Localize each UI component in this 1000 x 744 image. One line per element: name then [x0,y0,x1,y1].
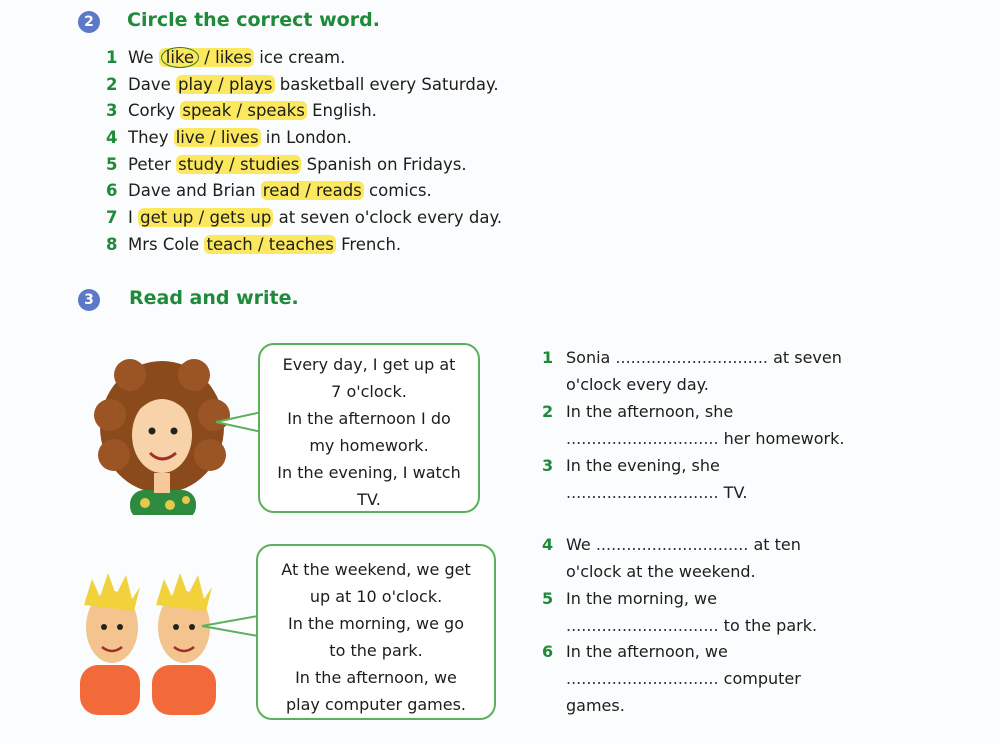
question-3 [542,452,747,506]
question-text: In the evening, she [566,456,720,475]
question-5 [542,585,817,639]
choice-option-1[interactable]: teach [206,235,253,254]
question-text: We [566,535,596,554]
item-number: 1 [106,48,118,67]
choice-option-1[interactable]: study [178,155,224,174]
exercise-item [106,208,502,227]
question-number: 4 [542,535,554,554]
item-subject: Dave and Brian [128,181,256,200]
answer-blank[interactable]: .............................. [566,669,719,688]
bubble-1-line: 7 o'clock. [331,382,407,401]
item-number: 5 [106,155,118,174]
bubble-1-line: my homework. [309,436,429,455]
item-rest: in London. [265,128,352,147]
choice-separator: / [223,155,240,174]
question-text: at ten [748,535,801,554]
question-text: In the morning, we [566,589,717,608]
question-6 [542,638,801,719]
section-2-title: Circle the correct word. [127,9,380,31]
section-3-title: Read and write. [129,287,299,309]
question-text: her homework. [718,429,845,448]
choice-option-2[interactable]: studies [240,155,300,174]
item-number: 8 [106,235,118,254]
question-text: to the park. [718,616,818,635]
exercise-item [106,128,352,147]
answer-blank[interactable]: .............................. [595,535,749,554]
item-subject: Mrs Cole [128,235,200,254]
choice-option-2[interactable]: gets up [209,208,272,227]
choice-option-1[interactable]: like [161,47,199,68]
bubble-2-line: to the park. [329,641,423,660]
choice-option-2[interactable]: speaks [247,101,305,120]
choice-option-1[interactable]: live [175,128,205,147]
item-subject: We [128,48,154,67]
speech-bubble-1 [258,343,480,513]
word-choice[interactable] [176,75,275,94]
item-rest: English. [312,101,377,120]
choice-separator: / [193,208,210,227]
choice-separator: / [299,181,317,200]
question-text: In the afternoon, she [566,402,734,421]
bubble-1-line: Every day, I get up at [282,355,456,374]
item-subject: They [128,128,169,147]
question-number: 2 [542,402,554,421]
item-rest: Spanish on Fridays. [306,155,467,174]
choice-option-2[interactable]: likes [215,48,252,67]
choice-separator: / [199,48,216,67]
item-subject: I [128,208,133,227]
choice-separator: / [212,75,229,94]
choice-option-2[interactable]: reads [316,181,362,200]
girl-illustration [90,355,230,515]
answer-blank[interactable]: .............................. [566,483,719,502]
word-choice[interactable] [261,181,364,200]
exercise-item [106,181,432,200]
question-number: 1 [542,348,554,367]
word-choice[interactable] [138,208,273,227]
answer-blank[interactable]: .............................. [566,429,719,448]
question-text: computer [718,669,801,688]
item-number: 7 [106,208,118,227]
word-choice[interactable] [180,101,306,120]
item-rest: French. [341,235,402,254]
word-choice[interactable] [204,235,335,254]
item-rest: at seven o'clock every day. [278,208,503,227]
question-1 [542,344,842,398]
speech-bubble-2 [256,544,496,720]
item-number: 2 [106,75,118,94]
bubble-2-line: play computer games. [285,695,467,714]
question-number: 6 [542,642,554,661]
choice-option-1[interactable]: read [262,181,300,200]
word-choice[interactable] [176,155,301,174]
choice-option-2[interactable]: lives [220,128,259,147]
section-3-badge: 3 [78,289,100,311]
question-text: Sonia [566,348,616,367]
bubble-2-line: In the morning, we go [288,614,464,633]
answer-blank[interactable]: .............................. [566,616,719,635]
exercise-item [106,75,499,94]
answer-blank[interactable]: .............................. [615,348,768,367]
bubble-2-line: In the afternoon, we [295,668,457,687]
choice-option-1[interactable]: speak [182,101,232,120]
question-text: at seven [768,348,842,367]
bubble-2-line: At the weekend, we get [281,560,471,579]
item-number: 3 [106,101,118,120]
question-text: o'clock at the weekend. [566,562,756,581]
question-text: o'clock every day. [566,375,709,394]
exercise-item [106,48,345,67]
question-text: TV. [718,483,748,502]
question-text: games. [566,696,625,715]
item-subject: Peter [128,155,171,174]
choice-option-1[interactable]: play [177,75,213,94]
item-rest: ice cream. [259,48,346,67]
choice-option-2[interactable]: teaches [268,235,334,254]
section-2-badge: 2 [78,11,100,33]
item-rest: basketball every Saturday. [279,75,499,94]
word-choice[interactable] [159,48,254,67]
bubble-1-tail [214,410,264,440]
question-number: 5 [542,589,554,608]
exercise-item [106,155,467,174]
question-number: 3 [542,456,554,475]
item-number: 4 [106,128,118,147]
item-subject: Corky [128,101,176,120]
choice-separator: / [231,101,248,120]
exercise-item [106,235,401,254]
question-text: In the afternoon, we [566,642,728,661]
choice-option-2[interactable]: plays [228,75,273,94]
bubble-2-line: up at 10 o'clock. [309,587,443,606]
item-number: 6 [106,181,118,200]
bubble-1-line: In the afternoon I do [287,409,451,428]
exercise-item [106,101,377,120]
question-2 [542,398,844,452]
bubble-1-line: TV. [357,490,381,509]
word-choice[interactable] [174,128,261,147]
bubble-1-line: In the evening, I watch [277,463,461,482]
question-4 [542,531,801,585]
choice-option-1[interactable]: get up [140,208,194,227]
choice-separator: / [204,128,221,147]
item-subject: Dave [128,75,171,94]
bubble-2-tail [200,612,260,642]
choice-separator: / [252,235,269,254]
item-rest: comics. [369,181,432,200]
